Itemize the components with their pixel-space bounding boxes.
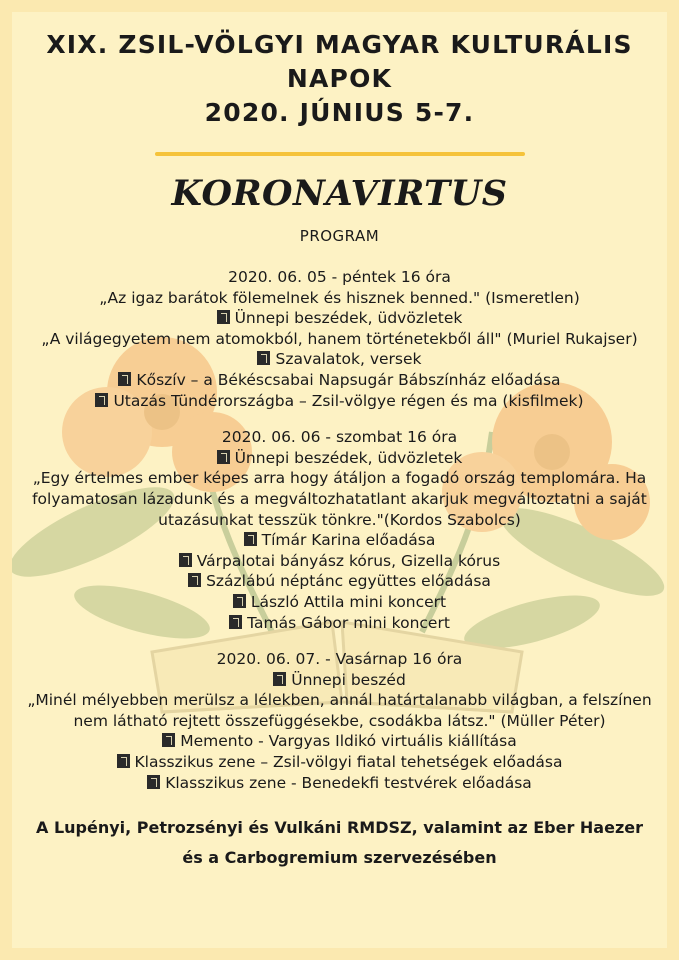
program-label: PROGRAM <box>299 227 380 245</box>
program-item: Várpalotai bányász kórus, Gizella kórus <box>12 551 667 572</box>
program-item: Ünnepi beszédek, üdvözletek <box>12 308 667 329</box>
title-line-1: XIX. ZSIL-VÖLGYI MAGYAR KULTURÁLIS <box>46 30 633 59</box>
poster-content <box>12 12 667 873</box>
program-item: Klasszikus zene – Zsil-völgyi fiatal tehetségek előadása <box>12 752 667 773</box>
program-item: Ünnepi beszédek, üdvözletek <box>12 448 667 469</box>
day-2-section <box>12 427 667 633</box>
program-item: Ünnepi beszéd <box>12 670 667 691</box>
poster <box>12 12 667 948</box>
bullet-icon <box>233 594 246 608</box>
day-1-date: 2020. 06. 05 - péntek 16 óra <box>228 268 451 286</box>
bullet-icon <box>217 450 230 464</box>
festival-name: KORONAVIRTUS <box>171 173 508 214</box>
yellow-divider <box>155 152 525 156</box>
day-1-section <box>12 267 667 411</box>
bullet-icon <box>273 672 286 686</box>
program-item: Szavalatok, versek <box>12 349 667 370</box>
bullet-icon <box>229 615 242 629</box>
bullet-icon <box>117 754 130 768</box>
program-item: Utazás Tündérországba – Zsil-völgye régen és ma (kisfilmek) <box>12 391 667 412</box>
bullet-icon <box>244 532 257 546</box>
bullet-icon <box>179 553 192 567</box>
day-1-quote: „Az igaz barátok fölemelnek és hisznek benned." (Ismeretlen) <box>99 288 580 307</box>
day-2-quote: „Egy értelmes ember képes arra hogy átáljon a fogadó ország templomára. Ha folyamatosan lázadunk és a megváltozhatatlant akarjuk megváltoztatni a saját utazásunkat tesszük tönkre."(Kordos Szabolcs) <box>32 469 647 529</box>
footer-line-1: A Lupényi, Petrozsényi és Vulkáni RMDSZ, valamint az Eber Haezer <box>35 818 644 838</box>
title-line-3: 2020. JÚNIUS 5-7. <box>204 98 475 127</box>
bullet-icon <box>217 310 230 324</box>
bullet-icon <box>118 372 131 386</box>
bullet-icon <box>162 733 175 747</box>
day-3-section <box>12 649 667 793</box>
program-item: Klasszikus zene - Benedekfi testvérek előadása <box>12 773 667 794</box>
bullet-icon <box>257 351 270 365</box>
program-item: Százlábú néptánc együttes előadása <box>12 571 667 592</box>
bullet-icon <box>188 573 201 587</box>
day-3-date: 2020. 06. 07. - Vasárnap 16 óra <box>216 650 463 669</box>
title-line-2: NAPOK <box>286 64 393 93</box>
day-3-quote: „Minél mélyebben merülsz a lélekben, annál határtalanabb világban, a felszínen nem látható rejtett összefüggésekbe, csodákba látsz." (Müller Péter) <box>27 691 652 730</box>
day-1-quote-2: „A világegyetem nem atomokból, hanem történetekből áll" (Muriel Rukajser) <box>41 329 638 348</box>
footer-line-2: és a Carbogremium szervezésében <box>182 848 497 868</box>
bullet-icon <box>147 775 160 789</box>
day-2-date: 2020. 06. 06 - szombat 16 óra <box>221 428 458 447</box>
bullet-icon <box>95 393 108 407</box>
program-item: László Attila mini koncert <box>12 592 667 613</box>
event-title <box>12 28 667 130</box>
program-item: Tamás Gábor mini koncert <box>12 613 667 634</box>
organizers-footer <box>12 813 667 873</box>
program-item: Memento - Vargyas Ildikó virtuális kiállítása <box>12 731 667 752</box>
program-item: Tímár Karina előadása <box>12 530 667 551</box>
program-item: Kőszív – a Békéscsabai Napsugár Bábszínház előadása <box>12 370 667 391</box>
